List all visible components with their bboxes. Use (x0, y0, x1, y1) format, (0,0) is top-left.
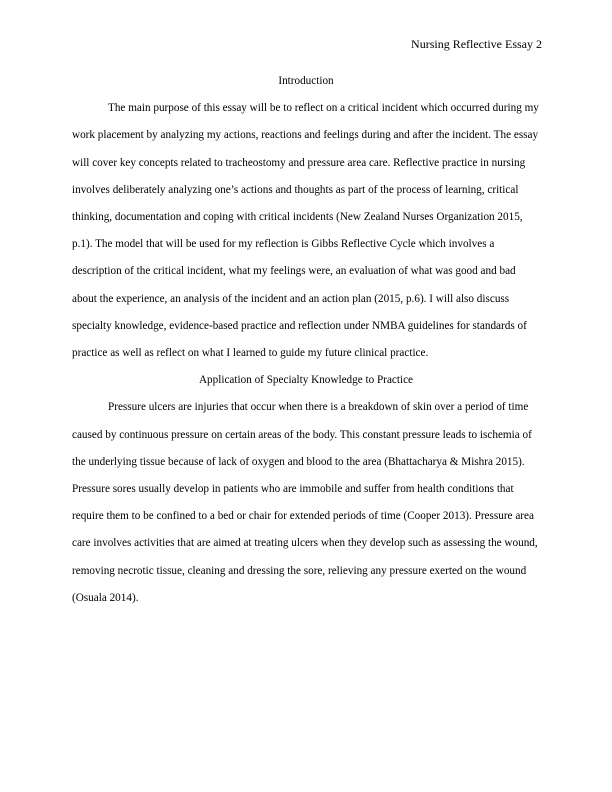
running-head: Nursing Reflective Essay 2 (411, 37, 542, 51)
essay-body (72, 68, 540, 612)
section-heading-introduction: Introduction (278, 75, 334, 87)
section-heading-specialty-knowledge: Application of Specialty Knowledge to Practice (198, 374, 414, 387)
introduction-paragraph: The main purpose of this essay will be to reflect on a critical incident which occurred during my work placement by analyzing my actions, reactions and feelings during and after the incident. The essay will cover key concepts related to tracheostomy and pressure area care. Reflective practice in nursing involves deliberately analyzing one’s actions and thoughts as part of the process of learning, critical thinking, documentation and coping with critical incidents (New Zealand Nurses Organization 2015, p.1). The model that will be used for my reflection is Gibbs Reflective Cycle which involves a description of the critical incident, what my feelings were, an evaluation of what was good and bad about the experience, an analysis of the incident and an action plan (2015, p.6). I will also discuss specialty knowledge, evidence-based practice and reflection under NMBA guidelines for standards of practice as well as reflect on what I learned to guide my future clinical practice. (72, 102, 539, 360)
specialty-knowledge-paragraph: Pressure ulcers are injuries that occur when there is a breakdown of skin over a period of time caused by continuous pressure on certain areas of the body. This constant pressure leads to ischemia of the underlying tissue because of lack of oxygen and blood to the area (Bhattacharya & Mishra 2015). Pressure sores usually develop in patients who are immobile and suffer from health conditions that require them to be confined to a bed or chair for extended periods of time (Cooper 2013). Pressure area care involves activities that are aimed at treating ulcers when they develop such as assessing the wound, removing necrotic tissue, cleaning and dressing the sore, relieving any pressure exerted on the wound (Osuala 2014). (72, 401, 538, 604)
